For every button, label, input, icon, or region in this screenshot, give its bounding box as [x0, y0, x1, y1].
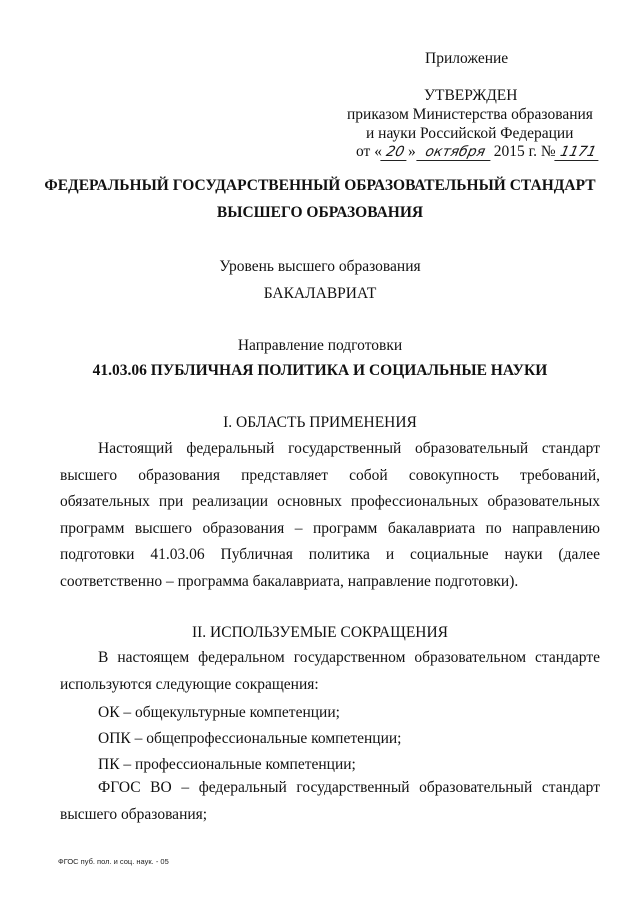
- date-prefix: от «: [356, 143, 382, 160]
- document-title-line-2: ВЫСШЕГО ОБРАЗОВАНИЯ: [216, 204, 424, 221]
- document-title-line-1: ФЕДЕРАЛЬНЫЙ ГОСУДАРСТВЕННЫЙ ОБРАЗОВАТЕЛЬНЫЙ СТАНДАРТ: [44, 177, 596, 194]
- section-2-intro: В настоящем федеральном государственном образовательном стандарте используются следующие сокращения:: [60, 649, 600, 693]
- handwritten-month: октября: [416, 145, 493, 161]
- section-1-heading: I. ОБЛАСТЬ ПРИМЕНЕНИЯ: [223, 414, 417, 431]
- handwritten-order-number: 1171: [554, 145, 601, 161]
- order-line-1: приказом Министерства образования: [347, 106, 593, 123]
- section-1-paragraph: Настоящий федеральный государственный образовательный стандарт высшего образования представляет собой совокупность требований, обязательных при реализации основных профессиональных образовательных программ высшего образования – программ бакалавриата по направлению подготовки 41.03.06 Публичная политика и социальные науки (далее соответственно – программа бакалавриата, направление подготовки).: [60, 440, 600, 590]
- education-level-value: БАКАЛАВРИАТ: [263, 285, 377, 302]
- date-mid: »: [407, 143, 416, 160]
- section-2-heading: II. ИСПОЛЬЗУЕМЫЕ СОКРАЩЕНИЯ: [191, 624, 449, 641]
- approved-label: УТВЕРЖДЕН: [424, 87, 518, 104]
- education-level-label: Уровень высшего образования: [219, 258, 421, 275]
- direction-label: Направление подготовки: [237, 337, 403, 354]
- date-year: 2015 г. №: [493, 143, 556, 160]
- order-date-line: [356, 143, 600, 161]
- abbreviation-item-fgos: ФГОС ВО – федеральный государственный образовательный стандарт высшего образования;: [60, 779, 600, 823]
- direction-value: 41.03.06 ПУБЛИЧНАЯ ПОЛИТИКА И СОЦИАЛЬНЫЕ НАУКИ: [92, 362, 548, 379]
- order-line-2: и науки Российской Федерации: [366, 125, 574, 142]
- appendix-label: Приложение: [425, 50, 509, 67]
- abbreviation-item: ПК – профессиональные компетенции;: [98, 756, 356, 773]
- handwritten-day: 20: [380, 145, 409, 161]
- page-footer: ФГОС пуб. пол. и соц. наук. - 05: [58, 857, 169, 866]
- abbreviation-item: ОК – общекультурные компетенции;: [98, 704, 340, 721]
- abbreviation-item: ОПК – общепрофессиональные компетенции;: [98, 730, 402, 747]
